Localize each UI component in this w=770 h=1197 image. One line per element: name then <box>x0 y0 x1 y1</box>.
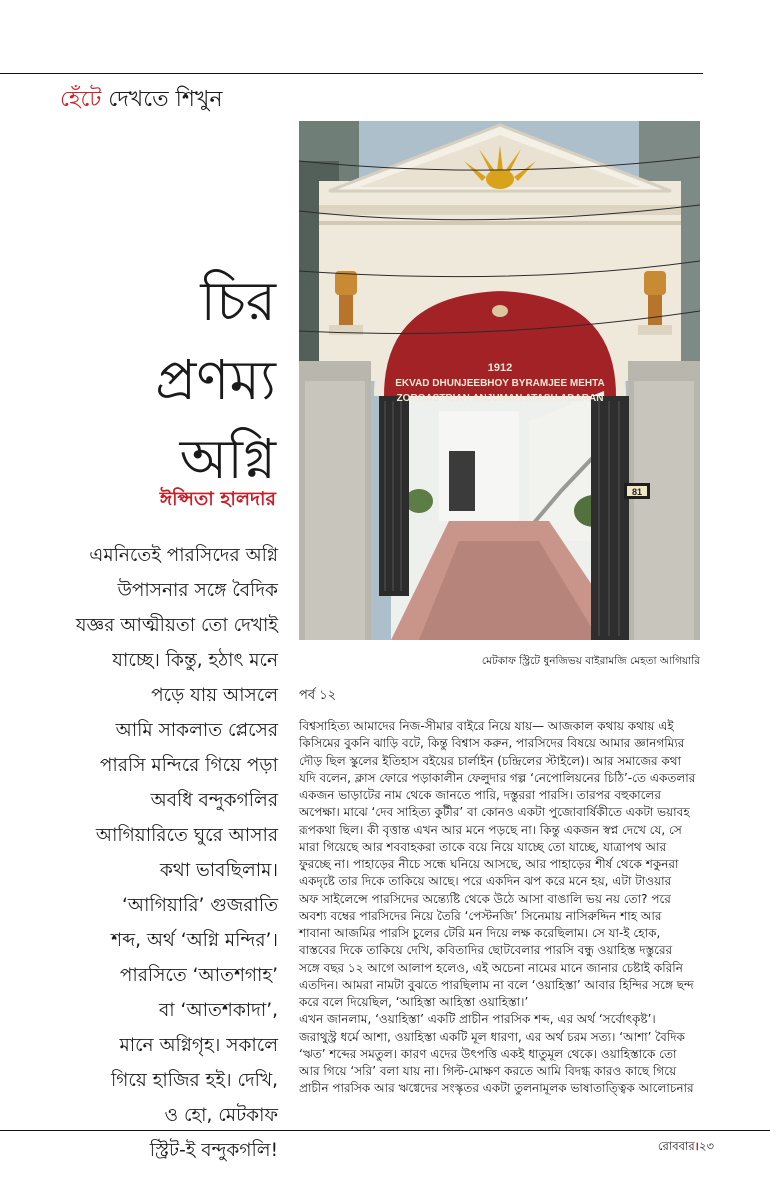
title-line: অগ্নি <box>179 427 276 491</box>
body-line: রূপকথা ছিল। কী বৃত্তান্ত এখন আর মনে পড়ছে না। কিন্তু একজন স্বপ্ন দেখে যে, সে <box>299 822 682 837</box>
body-line: একদৃষ্টে তার দিকে তাকিয়ে আছে। পরে একদিন ঝপ করে মনে হয়, এটা টাওয়ার <box>299 874 672 889</box>
lead-line: আগিয়ারিতে ঘুরে আসার <box>95 825 278 846</box>
body-line: জরাথুস্ট্র ধর্মে আশা, ওয়াহিস্তা একটি মূল ধারণা, এর অর্থ চরম সত্য। ‘আশা’ বৈদিক <box>299 1029 685 1044</box>
sign-year: 1912 <box>487 362 513 374</box>
body-line: মারা গিয়েছে আর শববাহকরা তাকে বয়ে নিয়ে যাচ্ছে তো যাচ্ছে, যাত্রাপথ আর <box>299 839 667 854</box>
body-line: সঙ্গে বছর ১২ আগে আলাপ হলেও, এই অচেনা নামের মানে জানার চেষ্টাই করিনি <box>299 960 683 975</box>
lead-line: এমনিতেই পারসিদের অগ্নি <box>89 545 278 566</box>
lead-line: বা ‘আতশকাদা’, <box>159 1000 278 1021</box>
body-line: অবশ্য বম্বের পারসিদের নিয়ে তৈরি ‘পেস্টনজি’ সিনেমায় নাসিরুদ্দিন শাহ আর <box>299 908 662 923</box>
temple-illustration <box>299 121 700 640</box>
body-line: দৌড় ছিল স্কুলের ইতিহাস বইয়ের চার্লাইন (চন্দ্রিলের স্টাইলে)। আর সমাজের কথা <box>299 753 682 768</box>
lead-line: যজ্ঞর আত্মীয়তা তো দেখাই <box>75 615 278 636</box>
lead-line: শব্দ, অর্থ ‘অগ্নি মন্দির’। <box>111 930 278 951</box>
section-header-accent: হেঁটে <box>60 87 102 112</box>
body-line: যদি বলেন, ক্লাস ফোরে পড়াকালীন ফেলুদার গল্প ‘নেপোলিয়নের চিঠি’-তে একতলার <box>299 770 696 785</box>
lead-line: আমি সাকলাত প্লেসের <box>115 720 278 741</box>
body-line: এতদিন। আমরা নামটা বুঝতে পারছিলাম না বলে ‘ওয়াহিস্তা’ আবার হিন্দির সঙ্গে ছন্দ <box>299 977 694 992</box>
top-rule <box>0 73 703 74</box>
page-folio <box>658 1138 714 1157</box>
body-line: শাবানা আজমির পারসি চুলের টেরি মন দিয়ে লক্ষ করেছিলাম। সে যা-ই হোক, <box>299 926 661 940</box>
body-line: ‘ঋত’ শব্দের সমতুল। কারণ এদের উৎপত্তি একই ধাতুমূল থেকে। ওয়াহিস্তাকে তো <box>299 1046 677 1061</box>
lead-line: উপাসনার সঙ্গে বৈদিক <box>117 580 278 601</box>
body-line: একজন ভাড়াটের নাম থেকে জানতে পারি, দস্তুররা পারসি। তারপর বহুকালের <box>299 788 661 802</box>
sign-line-1: EKVAD DHUNJEEBHOY BYRAMJEE MEHTA <box>395 378 605 389</box>
part-label: পর্ব ১২ <box>299 688 337 703</box>
section-header <box>60 82 222 119</box>
title-line: প্রণম্য <box>155 348 276 412</box>
sign-line-2: ZOROASTRIAN ANJUMAN ATASH ADARAN <box>396 393 604 404</box>
lead-line: ‘আগিয়ারি’ গুজরাতি <box>121 895 278 916</box>
body-line: করে বলে দিয়েছিল, ‘আহিস্তা আহিস্তা ওয়াহিস্তা।’ <box>299 995 529 1009</box>
title-line: চির <box>200 269 276 333</box>
body-line: কিসিমের বুকনি ঝাড়ি বটে, কিন্তু বিশ্বাস করুন, পারসিদের বিষয়ে আমার জ্ঞানগম্যির <box>299 736 685 751</box>
lead-line: মানে অগ্নিগৃহ। সকালে <box>119 1035 278 1056</box>
lead-line: অবধি বন্দুকগলির <box>150 790 278 811</box>
lead-line: পড়ে যায় আসলে <box>151 685 278 706</box>
page-number: ২৩ <box>699 1139 714 1153</box>
body-line: আর গিয়ে ‘সরি’ বলা যায় না। গিল্ট-মোক্ষণ করতে আমি বিদগ্ধ কারও কাছে গিয়ে <box>299 1064 677 1078</box>
magazine-name: রোববার <box>657 1139 695 1153</box>
section-header-text: দেখতে শিখুন <box>101 87 223 112</box>
body-line: প্রাচীন পারসিক আর ঋগ্বেদের সংস্কৃতর একটা তুলনামূলক ভাষাতাত্ত্বিক আলোচনার <box>299 1081 694 1096</box>
folio-separator: । <box>694 1139 700 1153</box>
lead-line: কথা ভাবছিলাম। <box>159 860 278 881</box>
body-line: অফ সাইলেন্সে পারসিদের অন্ত্যেষ্টি থেকে উঠে আসা বাঙালি ভয় নয় তো? পরে <box>299 891 671 906</box>
body-line: বিশ্বসাহিত্য আমাদের নিজ-সীমার বাইরে নিয়ে যায়— আজকাল কথায় কথায় এই <box>299 719 674 733</box>
body-line: এখন জানলাম, ‘ওয়াহিস্তা’ একটি প্রাচীন পারসিক শব্দ, এর অর্থ ‘সর্বোৎকৃষ্ট’। <box>299 1012 656 1027</box>
body-line: বাস্তবের দিকে তাকিয়ে দেখি, কবিতাদির ছোটবেলার পারসি বন্ধু ওয়াহিস্ত দস্তুরের <box>299 943 673 958</box>
lead-line: গিয়ে হাজির হই। দেখি, <box>111 1070 278 1091</box>
lead-line: ও হো, মেটকাফ <box>164 1105 278 1126</box>
lead-paragraph <box>40 538 278 1168</box>
article-title <box>130 262 276 499</box>
house-number: 81 <box>631 487 643 497</box>
lead-line: যাচ্ছে। কিন্তু, হঠাৎ মনে <box>112 650 278 671</box>
lead-line: স্ট্রিট-ই বন্দুকগলি! <box>149 1140 278 1161</box>
body-text <box>299 718 700 1098</box>
lead-line: পারসিতে ‘আতশগাহ’ <box>119 965 278 986</box>
temple-photo <box>299 121 700 640</box>
author-byline: ঈপ্সিতা হালদার <box>159 488 276 510</box>
body-line: ফুরচ্ছে না। পাহাড়ের নীচে সন্ধে ঘনিয়ে আসছে, আর পাহাড়ের শীর্ষ থেকে শকুনরা <box>299 857 679 871</box>
lead-line: পারসি মন্দিরে গিয়ে পড়া <box>99 755 278 776</box>
body-line: অপেক্ষা। মাঝে ‘দেব সাহিত্য কুটীর’ বা কোনও একটা পুজোবার্ষিকীতে একটা ভয়াবহ <box>299 805 690 820</box>
photo-caption: মেটকাফ স্ট্রিটে ধুনজিভয় বাইরামজি মেহতা আগিয়ারি <box>481 655 700 667</box>
bottom-rule <box>0 1130 770 1131</box>
